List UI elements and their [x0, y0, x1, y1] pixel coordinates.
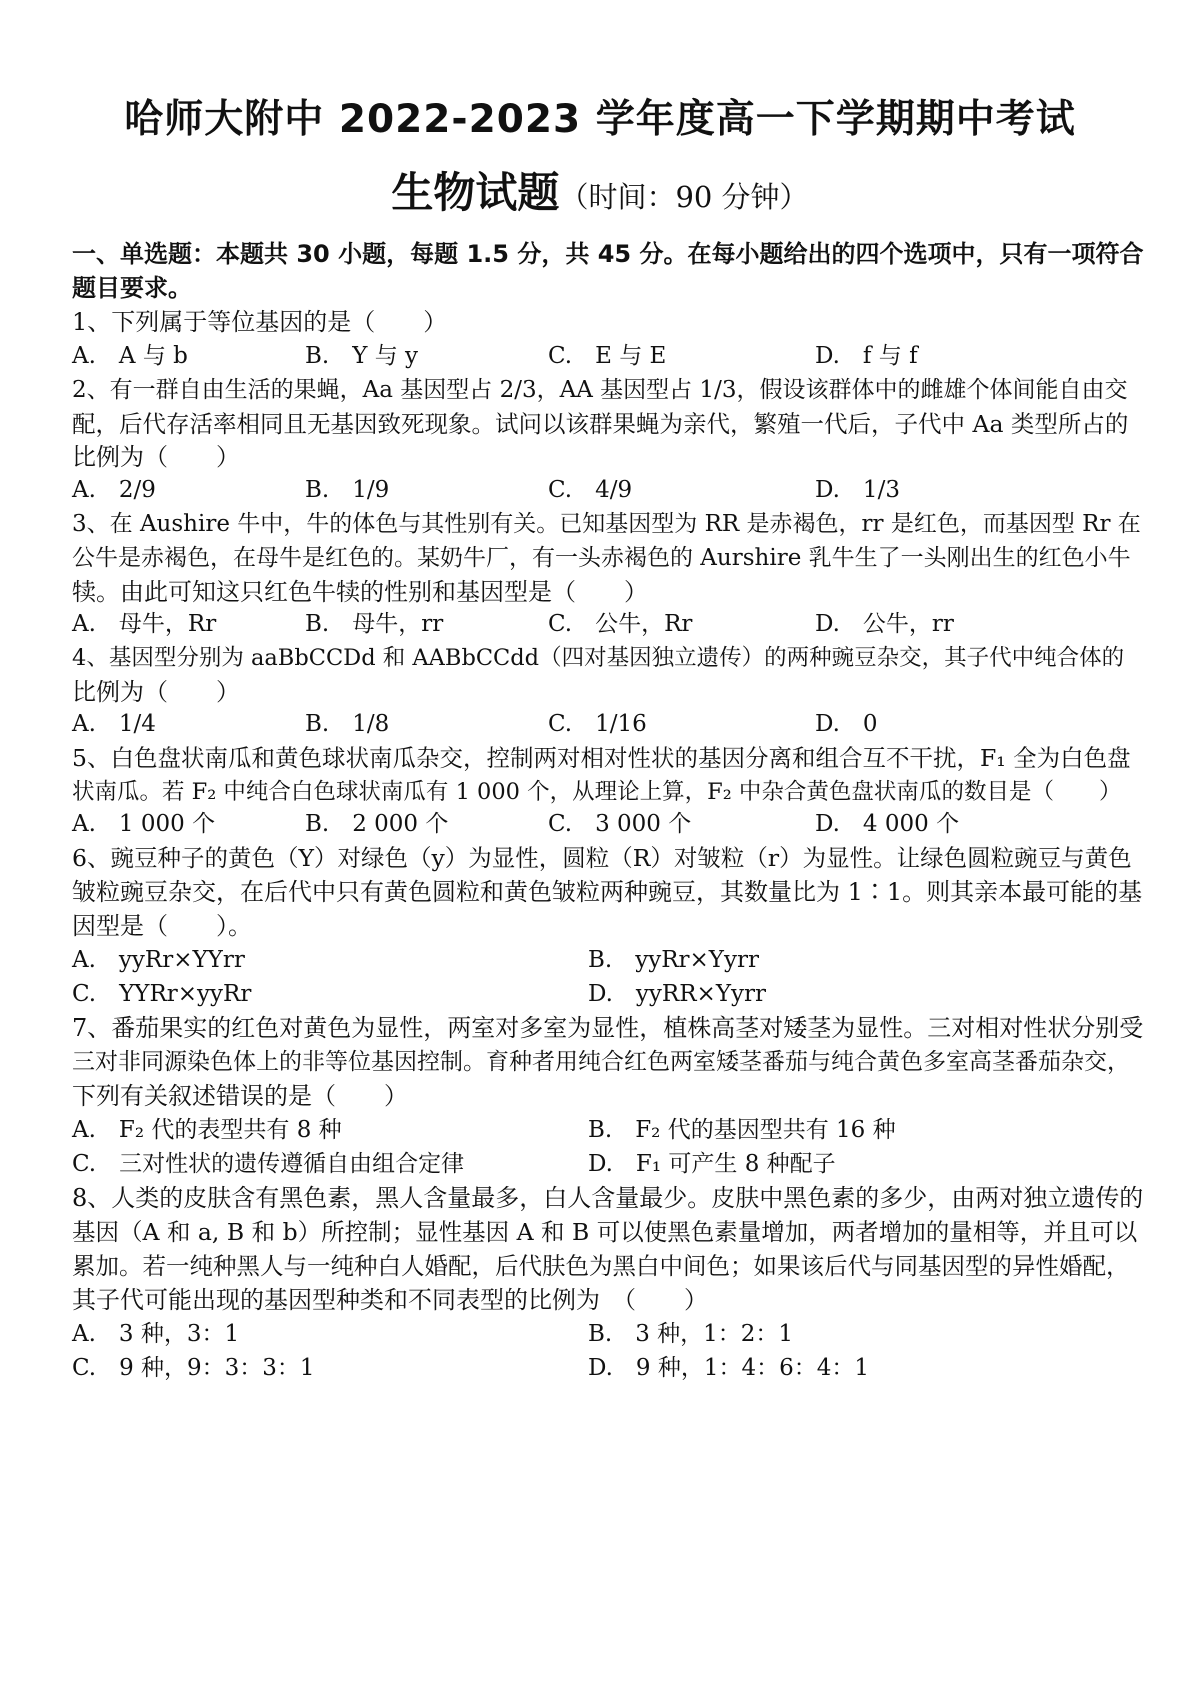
question-1-option-a: A. A 与 b	[72, 343, 188, 369]
question-7-stem-line: 7、番茄果实的红色对黄色为显性，两室对多室为显性，植株高茎对矮茎为显性。三对相对性状分别受	[72, 1014, 1144, 1042]
question-3-option-c: C. 公牛，Rr	[548, 611, 693, 637]
question-3-stem-line: 公牛是赤褐色，在母牛是红色的。某奶牛厂，有一头赤褐色的 Aurshire 乳牛生了一头刚出生的红色小牛	[72, 545, 1131, 571]
question-3-stem-line: 犊。由此可知这只红色牛犊的性别和基因型是（ ）	[72, 578, 648, 606]
question-6-option-a: A. yyRr×YYrr	[72, 947, 245, 973]
section-heading-cont: 题目要求。	[72, 274, 192, 302]
question-4-option-a: A. 1/4	[72, 711, 156, 737]
question-7-option-d: D. F₁ 可产生 8 种配子	[588, 1151, 836, 1177]
question-2-stem-line: 2、有一群自由生活的果蝇，Aa 基因型占 2/3，AA 基因型占 1/3，假设该群体中的雌雄个体间能自由交	[72, 377, 1128, 403]
subject-title: 生物试题	[391, 168, 560, 217]
question-2-stem-line: 比例为（ ）	[72, 443, 240, 471]
question-7-stem-line: 下列有关叙述错误的是（ ）	[72, 1082, 408, 1110]
question-6-stem-line: 因型是（ ）。	[72, 912, 252, 940]
question-6-option-d: D. yyRR×Yyrr	[588, 981, 766, 1007]
question-2-option-d: D. 1/3	[815, 477, 900, 503]
question-8-stem-line: 8、人类的皮肤含有黑色素，黑人含量最多，白人含量最少。皮肤中黑色素的多少，由两对独立遗传的	[72, 1184, 1144, 1212]
question-4-stem-line: 4、基因型分别为 aaBbCCDd 和 AABbCCdd（四对基因独立遗传）的两种豌豆杂交，其子代中纯合体的	[72, 645, 1125, 671]
question-3-option-a: A. 母牛，Rr	[72, 611, 217, 637]
question-7-option-a: A. F₂ 代的表型共有 8 种	[72, 1117, 342, 1143]
question-3-option-d: D. 公牛，rr	[815, 611, 954, 637]
question-3-option-b: B. 母牛，rr	[305, 611, 444, 637]
question-8-stem-line: 累加。若一纯种黑人与一纯种白人婚配，后代肤色为黑白中间色；如果该后代与同基因型的异性婚配，	[72, 1252, 1130, 1280]
question-1-option-c: C. E 与 E	[548, 343, 667, 369]
question-2-option-c: C. 4/9	[548, 477, 633, 503]
question-4-stem-line: 比例为（ ）	[72, 678, 240, 706]
question-8-option-c: C. 9 种，9：3：3：1	[72, 1355, 315, 1381]
question-5-option-c: C. 3 000 个	[548, 811, 692, 837]
section-heading: 一、单选题：本题共 30 小题，每题 1.5 分，共 45 分。在每小题给出的四个选项中，只有一项符合	[72, 240, 1144, 268]
question-2-option-a: A. 2/9	[72, 477, 156, 503]
question-2-option-b: B. 1/9	[305, 477, 390, 503]
question-2-stem-line: 配，后代存活率相同且无基因致死现象。试问以该群果蝇为亲代，繁殖一代后，子代中 Aa 类型所占的	[72, 410, 1129, 438]
question-5-option-a: A. 1 000 个	[72, 811, 216, 837]
question-1-option-b: B. Y 与 y	[305, 343, 419, 369]
question-4-option-b: B. 1/8	[305, 711, 390, 737]
question-5-stem-line: 状南瓜。若 F₂ 中纯合白色球状南瓜有 1 000 个，从理论上算，F₂ 中杂合黄色盘状南瓜的数目是（ ）	[72, 779, 1122, 805]
question-5-option-d: D. 4 000 个	[815, 811, 960, 837]
question-8-stem-line: 其子代可能出现的基因型种类和不同表型的比例为 （ ）	[72, 1286, 708, 1314]
question-1-option-d: D. f 与 f	[815, 343, 918, 369]
question-1-stem: 1、下列属于等位基因的是（ ）	[72, 308, 448, 336]
question-8-option-d: D. 9 种，1：4：6：4：1	[588, 1355, 870, 1381]
question-6-stem-line: 皱粒豌豆杂交，在后代中只有黄色圆粒和黄色皱粒两种豌豆，其数量比为 1∶1。则其亲本最可能的基	[72, 878, 1143, 906]
question-7-option-c: C. 三对性状的遗传遵循自由组合定律	[72, 1151, 465, 1177]
exam-duration: （时间：90 分钟）	[559, 180, 809, 214]
question-4-option-d: D. 0	[815, 711, 878, 737]
question-6-option-b: B. yyRr×Yyrr	[588, 947, 759, 973]
question-7-stem-line: 三对非同源染色体上的非等位基因控制。育种者用纯合红色两室矮茎番茄与纯合黄色多室高茎番茄杂交，	[72, 1049, 1130, 1075]
question-4-option-c: C. 1/16	[548, 711, 647, 737]
question-7-option-b: B. F₂ 代的基因型共有 16 种	[588, 1117, 896, 1143]
exam-subtitle	[0, 160, 1200, 220]
question-5-option-b: B. 2 000 个	[305, 811, 449, 837]
exam-title: 哈师大附中 2022-2023 学年度高一下学期期中考试	[124, 97, 1076, 142]
question-8-option-b: B. 3 种，1：2：1	[588, 1321, 794, 1347]
question-8-option-a: A. 3 种，3：1	[72, 1321, 240, 1347]
question-8-stem-line: 基因（A 和 a, B 和 b）所控制；显性基因 A 和 B 可以使黑色素量增加，两者增加的量相等，并且可以	[72, 1218, 1138, 1246]
question-6-stem-line: 6、豌豆种子的黄色（Y）对绿色（y）为显性，圆粒（R）对皱粒（r）为显性。让绿色圆粒豌豆与黄色	[72, 844, 1132, 872]
question-3-stem-line: 3、在 Aushire 牛中，牛的体色与其性别有关。已知基因型为 RR 是赤褐色，rr 是红色，而基因型 Rr 在	[72, 511, 1141, 537]
question-6-option-c: C. YYRr×yyRr	[72, 981, 252, 1007]
question-5-stem-line: 5、白色盘状南瓜和黄色球状南瓜杂交，控制两对相对性状的基因分离和组合互不干扰，F₁ 全为白色盘	[72, 744, 1131, 772]
